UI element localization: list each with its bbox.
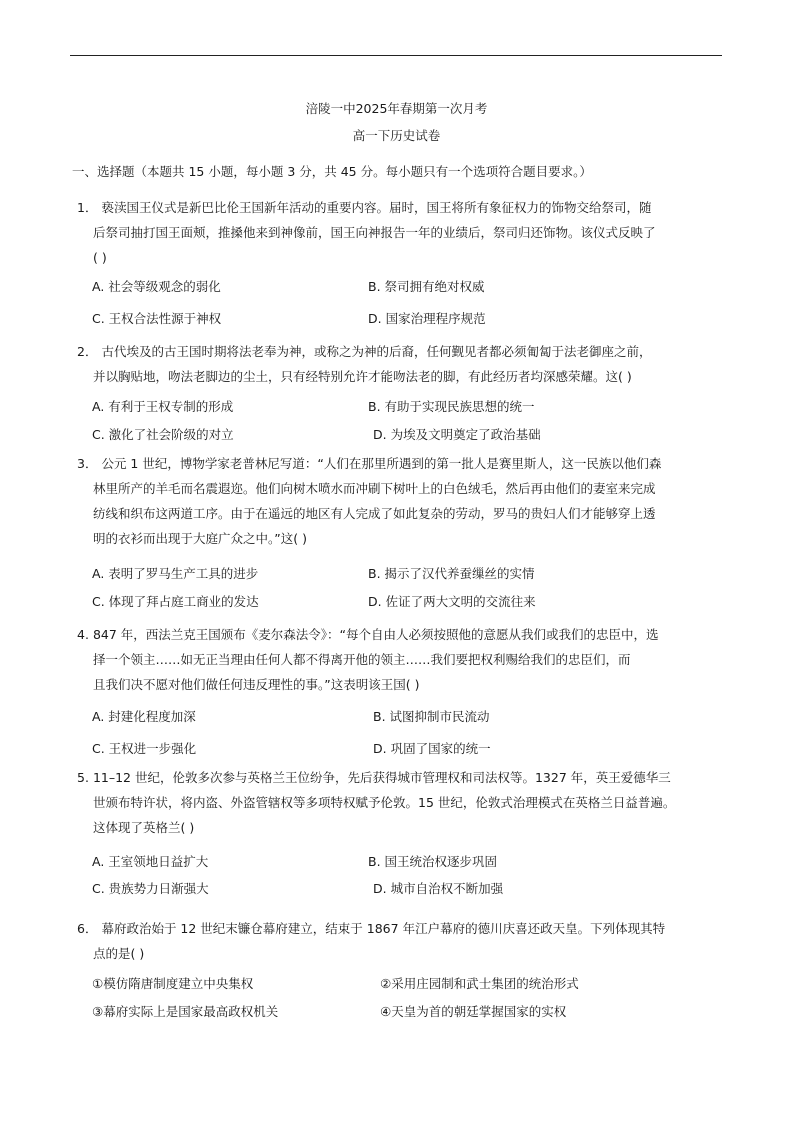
question-1-stem: 1． 亵渎国王仪式是新巴比伦王国新年活动的重要内容。届时，国王将所有象征权力的饰物交给祭司，随 后祭司抽打国王面颊，推搡他来到神像前，国王向神报告一年的业绩后，祭司归还饰物。该仪式反映了 ( ) <box>77 200 656 265</box>
question-1-option-a: A. 社会等级观念的弱化 <box>92 279 221 294</box>
question-4-option-b: B. 试图抑制市民流动 <box>373 709 490 724</box>
exam-title: 涪陵一中2025年春期第一次月考 <box>305 101 488 116</box>
question-4-option-c: C. 王权进一步强化 <box>92 741 197 756</box>
question-3-option-a: A. 表明了罗马生产工具的进步 <box>92 566 259 581</box>
question-4-option-a: A. 封建化程度加深 <box>92 709 196 724</box>
question-5-option-b: B. 国王统治权逐步巩固 <box>368 854 498 869</box>
question-4-stem: 4. 847 年，西法兰克王国颁布《麦尔森法令》：“每个自由人必须按照他的意愿从我们或我们的忠臣中，选 择一个领主……如无正当理由任何人都不得离开他的领主……我们要把权利赐给我们的忠臣们，而 且我们决不愿对他们做任何违反理性的事。”这表明该王国( ) <box>77 627 659 692</box>
question-5-stem: 5. 11–12 世纪，伦敦多次参与英格兰王位纷争，先后获得城市管理权和司法权等。1327 年，英王爱德华三 世颁布特许状，将内盗、外盗管辖权等多项特权赋予伦敦。15 世纪，伦敦式治理模式在英格兰日益普遍。 这体现了英格兰( ) <box>77 770 676 835</box>
question-2-stem: 2． 古代埃及的古王国时期将法老奉为神，或称之为神的后裔，任何觐见者都必须匍匐于法老御座之前， 并以胸贴地，吻法老脚边的尘土，只有经特别允许才能吻法老的脚，有此经历者均深感荣耀。这( ) <box>77 344 652 384</box>
question-5-option-c: C. 贵族势力日渐强大 <box>92 881 209 896</box>
question-number: 4. <box>77 627 89 642</box>
question-1-option-b: B. 祭司拥有绝对权威 <box>368 279 485 294</box>
header-rule <box>70 55 722 56</box>
question-3-option-c: C. 体现了拜占庭工商业的发达 <box>92 594 259 609</box>
question-6-option-1: ①模仿隋唐制度建立中央集权 <box>92 976 254 991</box>
question-3-option-b: B. 揭示了汉代养蚕缫丝的实情 <box>368 566 535 581</box>
question-2-option-c: C. 激化了社会阶级的对立 <box>92 427 234 442</box>
question-3-option-d: D. 佐证了两大文明的交流往来 <box>368 594 536 609</box>
question-2-option-b: B. 有助于实现民族思想的统一 <box>368 399 535 414</box>
question-number: 3． <box>77 456 98 471</box>
question-6-stem: 6． 幕府政治始于 12 世纪末镰仓幕府建立，结束于 1867 年江户幕府的德川庆喜还政天皇。下列体现其特 点的是( ) <box>77 921 666 961</box>
question-number: 6． <box>77 921 98 936</box>
question-number: 1． <box>77 200 98 215</box>
question-6-option-2: ②采用庄园制和武士集团的统治形式 <box>380 976 579 991</box>
question-number: 2． <box>77 344 98 359</box>
question-5-option-a: A. 王室领地日益扩大 <box>92 854 209 869</box>
question-2-option-d: D. 为埃及文明奠定了政治基础 <box>373 427 541 442</box>
question-4-option-d: D. 巩固了国家的统一 <box>373 741 491 756</box>
question-1-option-d: D. 国家治理程序规范 <box>368 311 486 326</box>
question-5-option-d: D. 城市自治权不断加强 <box>373 881 504 896</box>
question-number: 5. <box>77 770 89 785</box>
question-6-option-4: ④天皇为首的朝廷掌握国家的实权 <box>380 1004 567 1019</box>
exam-subtitle: 高一下历史试卷 <box>352 128 441 143</box>
section-heading: 一、选择题（本题共 15 小题，每小题 3 分，共 45 分。每小题只有一个选项符合题目要求。） <box>72 164 592 179</box>
question-1-option-c: C. 王权合法性源于神权 <box>92 311 222 326</box>
question-6-option-3: ③幕府实际上是国家最高政权机关 <box>92 1004 279 1019</box>
question-3-stem: 3． 公元 1 世纪，博物学家老普林尼写道：“人们在那里所遇到的第一批人是赛里斯人，这一民族以他们森 林里所产的羊毛而名震遐迩。他们向树木喷水而冲刷下树叶上的白色绒毛，然后再由他们的妻室来完成 纺线和织布这两道工序。由于在遥远的地区有人完成了如此复杂的劳动，罗马的贵妇人们才能够穿上透 明的衣衫而出现于大庭广众之中。”这( ) <box>77 456 662 546</box>
question-2-option-a: A. 有利于王权专制的形成 <box>92 399 234 414</box>
